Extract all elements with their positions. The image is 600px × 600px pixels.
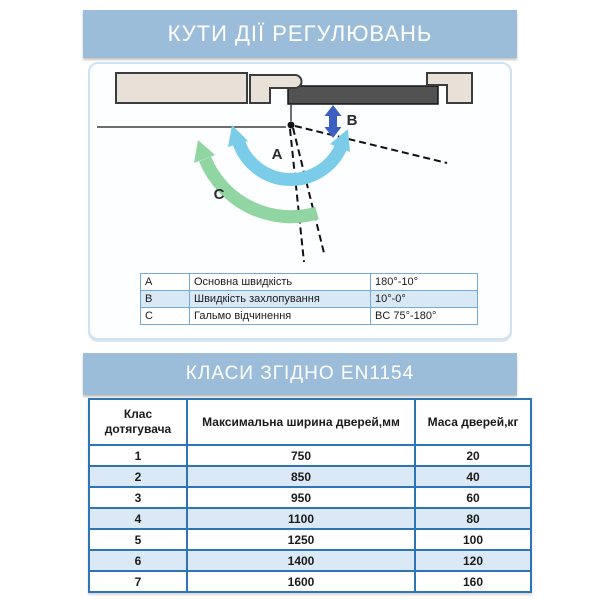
section-header-classes-title: КЛАСИ ЗГІДНО EN1154 bbox=[185, 363, 415, 384]
door-mass: 120 bbox=[415, 550, 531, 571]
label-c: C bbox=[213, 186, 225, 203]
angle-key: C bbox=[141, 308, 190, 325]
classes-table-row bbox=[89, 529, 531, 550]
class-number: 4 bbox=[89, 508, 187, 529]
angle-key: B bbox=[141, 291, 190, 308]
class-number: 7 bbox=[89, 571, 187, 592]
section-header-angles-title: КУТИ ДІЇ РЕГУЛЮВАНЬ bbox=[167, 21, 433, 46]
column-header-class: Клас дотягувача bbox=[89, 399, 187, 445]
label-b: B bbox=[346, 112, 358, 129]
label-a: A bbox=[271, 146, 283, 163]
angle-value: 10°-0° bbox=[371, 291, 478, 308]
max-width: 850 bbox=[187, 466, 415, 487]
arrow-b-double bbox=[325, 105, 342, 138]
column-header-width: Максимальна ширина дверей,мм bbox=[187, 399, 415, 445]
classes-table-header-row bbox=[89, 399, 531, 445]
angles-table-row-c bbox=[141, 308, 478, 325]
dashed-line-latch-angle bbox=[295, 126, 447, 163]
class-number: 6 bbox=[89, 550, 187, 571]
max-width: 750 bbox=[187, 445, 415, 466]
classes-table bbox=[88, 398, 532, 593]
angle-key: A bbox=[141, 274, 190, 291]
door-mass: 160 bbox=[415, 571, 531, 592]
dashed-line-closing-angle-1 bbox=[290, 129, 304, 262]
class-number: 5 bbox=[89, 529, 187, 550]
class-number: 1 bbox=[89, 445, 187, 466]
max-width: 1100 bbox=[187, 508, 415, 529]
max-width: 1600 bbox=[187, 571, 415, 592]
dashed-line-closing-angle-2 bbox=[293, 128, 324, 253]
classes-table-row bbox=[89, 550, 531, 571]
hinge-pivot-point bbox=[288, 122, 295, 129]
door-mass: 40 bbox=[415, 466, 531, 487]
section-header-classes bbox=[83, 353, 517, 395]
class-number: 2 bbox=[89, 466, 187, 487]
angles-table-row-b bbox=[141, 291, 478, 308]
door-leaf bbox=[288, 86, 438, 104]
class-number: 3 bbox=[89, 487, 187, 508]
max-width: 1250 bbox=[187, 529, 415, 550]
angle-value: 180°-10° bbox=[371, 274, 478, 291]
angle-name: Основна швидкість bbox=[190, 274, 371, 291]
door-mass: 60 bbox=[415, 487, 531, 508]
max-width: 1400 bbox=[187, 550, 415, 571]
classes-table-row bbox=[89, 445, 531, 466]
angle-value: BC 75°-180° bbox=[371, 308, 478, 325]
door-mass: 100 bbox=[415, 529, 531, 550]
arrow-a-arc bbox=[239, 143, 341, 180]
classes-table-row bbox=[89, 508, 531, 529]
door-mass: 80 bbox=[415, 508, 531, 529]
wall-left bbox=[116, 73, 247, 103]
max-width: 950 bbox=[187, 487, 415, 508]
door-mass: 20 bbox=[415, 445, 531, 466]
classes-table-row bbox=[89, 487, 531, 508]
column-header-mass: Маса дверей,кг bbox=[415, 399, 531, 445]
classes-table-row bbox=[89, 571, 531, 592]
angle-name: Швидкість захлопування bbox=[190, 291, 371, 308]
angles-table bbox=[140, 273, 478, 325]
angles-table-row-a bbox=[141, 274, 478, 291]
classes-table-row bbox=[89, 466, 531, 487]
section-header-angles bbox=[83, 10, 517, 58]
angle-name: Гальмо відчинення bbox=[190, 308, 371, 325]
angles-diagram-panel bbox=[88, 62, 512, 340]
